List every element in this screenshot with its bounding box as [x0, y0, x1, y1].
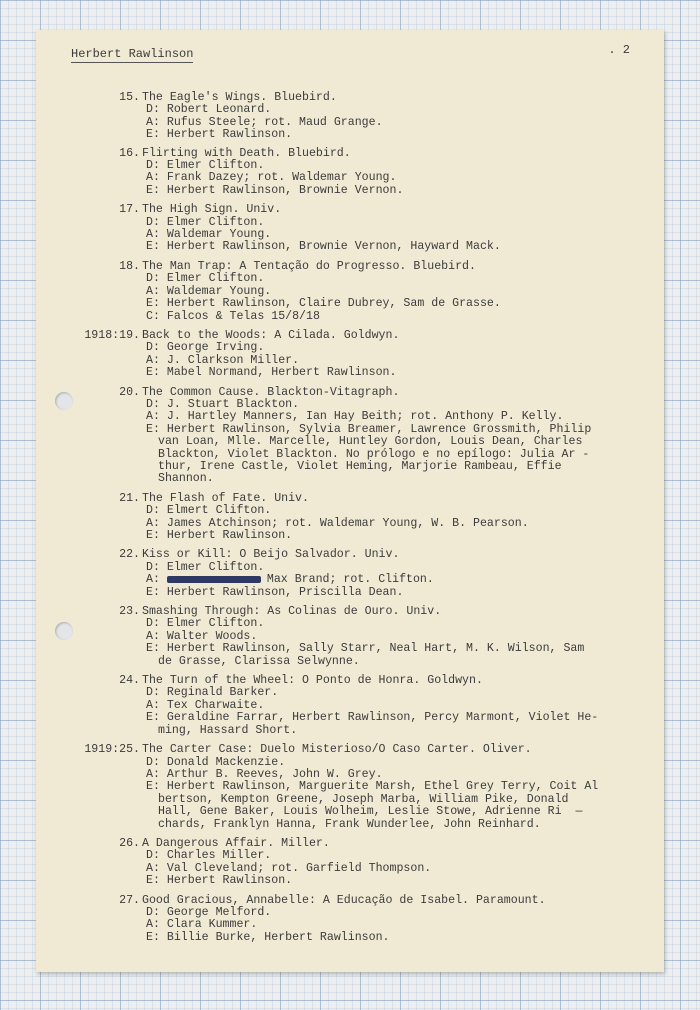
credit-line: E: Herbert Rawlinson. [146, 874, 293, 888]
entry-number: 17. [119, 203, 140, 217]
film-entry [36, 606, 664, 668]
credit-line: A: James Atchinson; rot. Waldemar Young, W. B. Pearson. [146, 516, 529, 530]
entry-number: 21. [119, 491, 140, 505]
document-page [36, 30, 664, 972]
film-title: The Man Trap: A Tentação do Progresso. Bluebird. [142, 259, 476, 273]
entry-number: 1918:19. [84, 328, 140, 342]
film-title: The Carter Case: Duelo Misterioso/O Caso Carter. Oliver. [142, 743, 532, 757]
credit-line: E: Herbert Rawlinson, Sally Starr, Neal Hart, M. K. Wilson, Sam [146, 642, 585, 656]
credit-line: D: George Melford. [146, 905, 272, 919]
credit-line: bertson, Kempton Greene, Joseph Marba, William Pike, Donald [158, 792, 569, 806]
credit-line: A: Arthur B. Reeves, John W. Grey. [146, 767, 383, 781]
credit-line: A: Walter Woods. [146, 629, 258, 643]
film-entry [36, 148, 664, 198]
film-title: Good Gracious, Annabelle: A Educação de Isabel. Paramount. [142, 893, 546, 907]
credit-line: A: Rufus Steele; rot. Maud Grange. [146, 115, 383, 129]
credit-line: van Loan, Mlle. Marcelle, Huntley Gordon, Louis Dean, Charles [158, 435, 583, 449]
credit-line: E: Herbert Rawlinson, Brownie Vernon. [146, 183, 404, 197]
credit-line: de Grasse, Clarissa Selwynne. [158, 654, 360, 668]
credit-line: D: Reginald Barker. [146, 686, 279, 700]
film-entry [36, 895, 664, 945]
film-title: The Flash of Fate. Univ. [142, 491, 309, 505]
credit-line: D: Elmer Clifton. [146, 215, 265, 229]
credit-line: E: Herbert Rawlinson, Priscilla Dean. [146, 585, 404, 599]
film-title: Kiss or Kill: O Beijo Salvador. Univ. [142, 548, 400, 562]
credit-line: thur, Irene Castle, Violet Heming, Marjorie Rambeau, Effie [158, 459, 562, 473]
credit-line: A: Tex Charwaite. [146, 698, 265, 712]
credit-line: A: Val Cleveland; rot. Garfield Thompson. [146, 861, 432, 875]
film-entry [36, 549, 664, 599]
credit-line: C: Falcos & Telas 15/8/18 [146, 309, 320, 323]
credit-line: Shannon. [158, 472, 214, 486]
entry-number: 26. [119, 836, 140, 850]
credit-line: A: Frank Dazey; rot. Waldemar Young. [146, 171, 397, 185]
credit-line: chards, Franklyn Hanna, Frank Wunderlee, John Reinhard. [158, 817, 541, 831]
credit-line: E: Geraldine Farrar, Herbert Rawlinson, Percy Marmont, Violet He- [146, 711, 599, 725]
entry-number: 24. [119, 674, 140, 688]
credit-line: D: Elmer Clifton. [146, 272, 265, 286]
credit-line: D: Elmert Clifton. [146, 504, 272, 518]
film-entry [36, 675, 664, 737]
credit-line: D: Elmer Clifton. [146, 159, 265, 173]
credit-line: E: Billie Burke, Herbert Rawlinson. [146, 930, 390, 944]
credit-line: ming, Hassard Short. [158, 723, 298, 737]
film-title: The Turn of the Wheel: O Ponto de Honra. Goldwyn. [142, 674, 483, 688]
credit-line: D: Robert Leonard. [146, 103, 272, 117]
credit-line: D: Elmer Clifton. [146, 617, 265, 631]
entry-number: 16. [119, 146, 140, 160]
credit-line: E: Herbert Rawlinson. [146, 128, 293, 142]
entry-number: 1919:25. [84, 743, 140, 757]
film-entry [36, 204, 664, 254]
credit-line: A: J. Hartley Manners, Ian Hay Beith; rot. Anthony P. Kelly. [146, 410, 564, 424]
film-entry [36, 493, 664, 543]
credit-line: D: Elmer Clifton. [146, 560, 265, 574]
film-title: Smashing Through: As Colinas de Ouro. Univ. [142, 605, 442, 619]
redaction-mark [167, 576, 261, 583]
credit-line: D: Charles Miller. [146, 849, 272, 863]
entry-number: 27. [119, 893, 140, 907]
filmography-list [36, 92, 664, 944]
film-title: A Dangerous Affair. Miller. [142, 836, 330, 850]
film-title: The High Sign. Univ. [142, 203, 282, 217]
film-entry [36, 330, 664, 380]
credit-line: E: Herbert Rawlinson, Claire Dubrey, Sam de Grasse. [146, 297, 501, 311]
film-entry [36, 838, 664, 888]
credit-line: E: Mabel Normand, Herbert Rawlinson. [146, 366, 397, 380]
credit-line: E: Herbert Rawlinson, Marguerite Marsh, Ethel Grey Terry, Coit Al [146, 780, 599, 794]
entry-number: 20. [119, 385, 140, 399]
film-entry [36, 261, 664, 323]
entry-number: 18. [119, 259, 140, 273]
film-title: The Eagle's Wings. Bluebird. [142, 91, 337, 104]
credit-line: Hall, Gene Baker, Louis Wolheim, Leslie Stowe, Adrienne Ri — [158, 805, 583, 819]
page-number: . 2 [608, 43, 630, 57]
film-title: The Common Cause. Blackton-Vitagraph. [142, 385, 400, 399]
credit-line: A: Max Brand; rot. Clifton. [146, 573, 434, 587]
entry-number: 22. [119, 548, 140, 562]
credit-line: E: Herbert Rawlinson, Brownie Vernon, Hayward Mack. [146, 240, 501, 254]
film-entry [36, 92, 664, 142]
credit-line: D: George Irving. [146, 341, 265, 355]
credit-line: A: Waldemar Young. [146, 228, 272, 242]
film-title: Flirting with Death. Bluebird. [142, 146, 351, 160]
credit-line: A: J. Clarkson Miller. [146, 353, 300, 367]
credit-line: D: Donald Mackenzie. [146, 755, 286, 769]
credit-line: Blackton, Violet Blackton. No prólogo e no epílogo: Julia Ar - [158, 447, 590, 461]
credit-line: D: J. Stuart Blackton. [146, 397, 300, 411]
film-title: Back to the Woods: A Cilada. Goldwyn. [142, 328, 400, 342]
film-entry [36, 387, 664, 486]
credit-line: A: Waldemar Young. [146, 284, 272, 298]
credit-line: E: Herbert Rawlinson, Sylvia Breamer, Lawrence Grossmith, Philip [146, 422, 592, 436]
film-entry [36, 744, 664, 831]
credit-line: A: Clara Kummer. [146, 918, 258, 932]
credit-line: E: Herbert Rawlinson. [146, 529, 293, 542]
page-header: Herbert Rawlinson [71, 47, 194, 61]
entry-number: 23. [119, 605, 140, 619]
credit-text: Max Brand; rot. Clifton. [266, 573, 434, 587]
entry-number: 15. [119, 91, 140, 104]
